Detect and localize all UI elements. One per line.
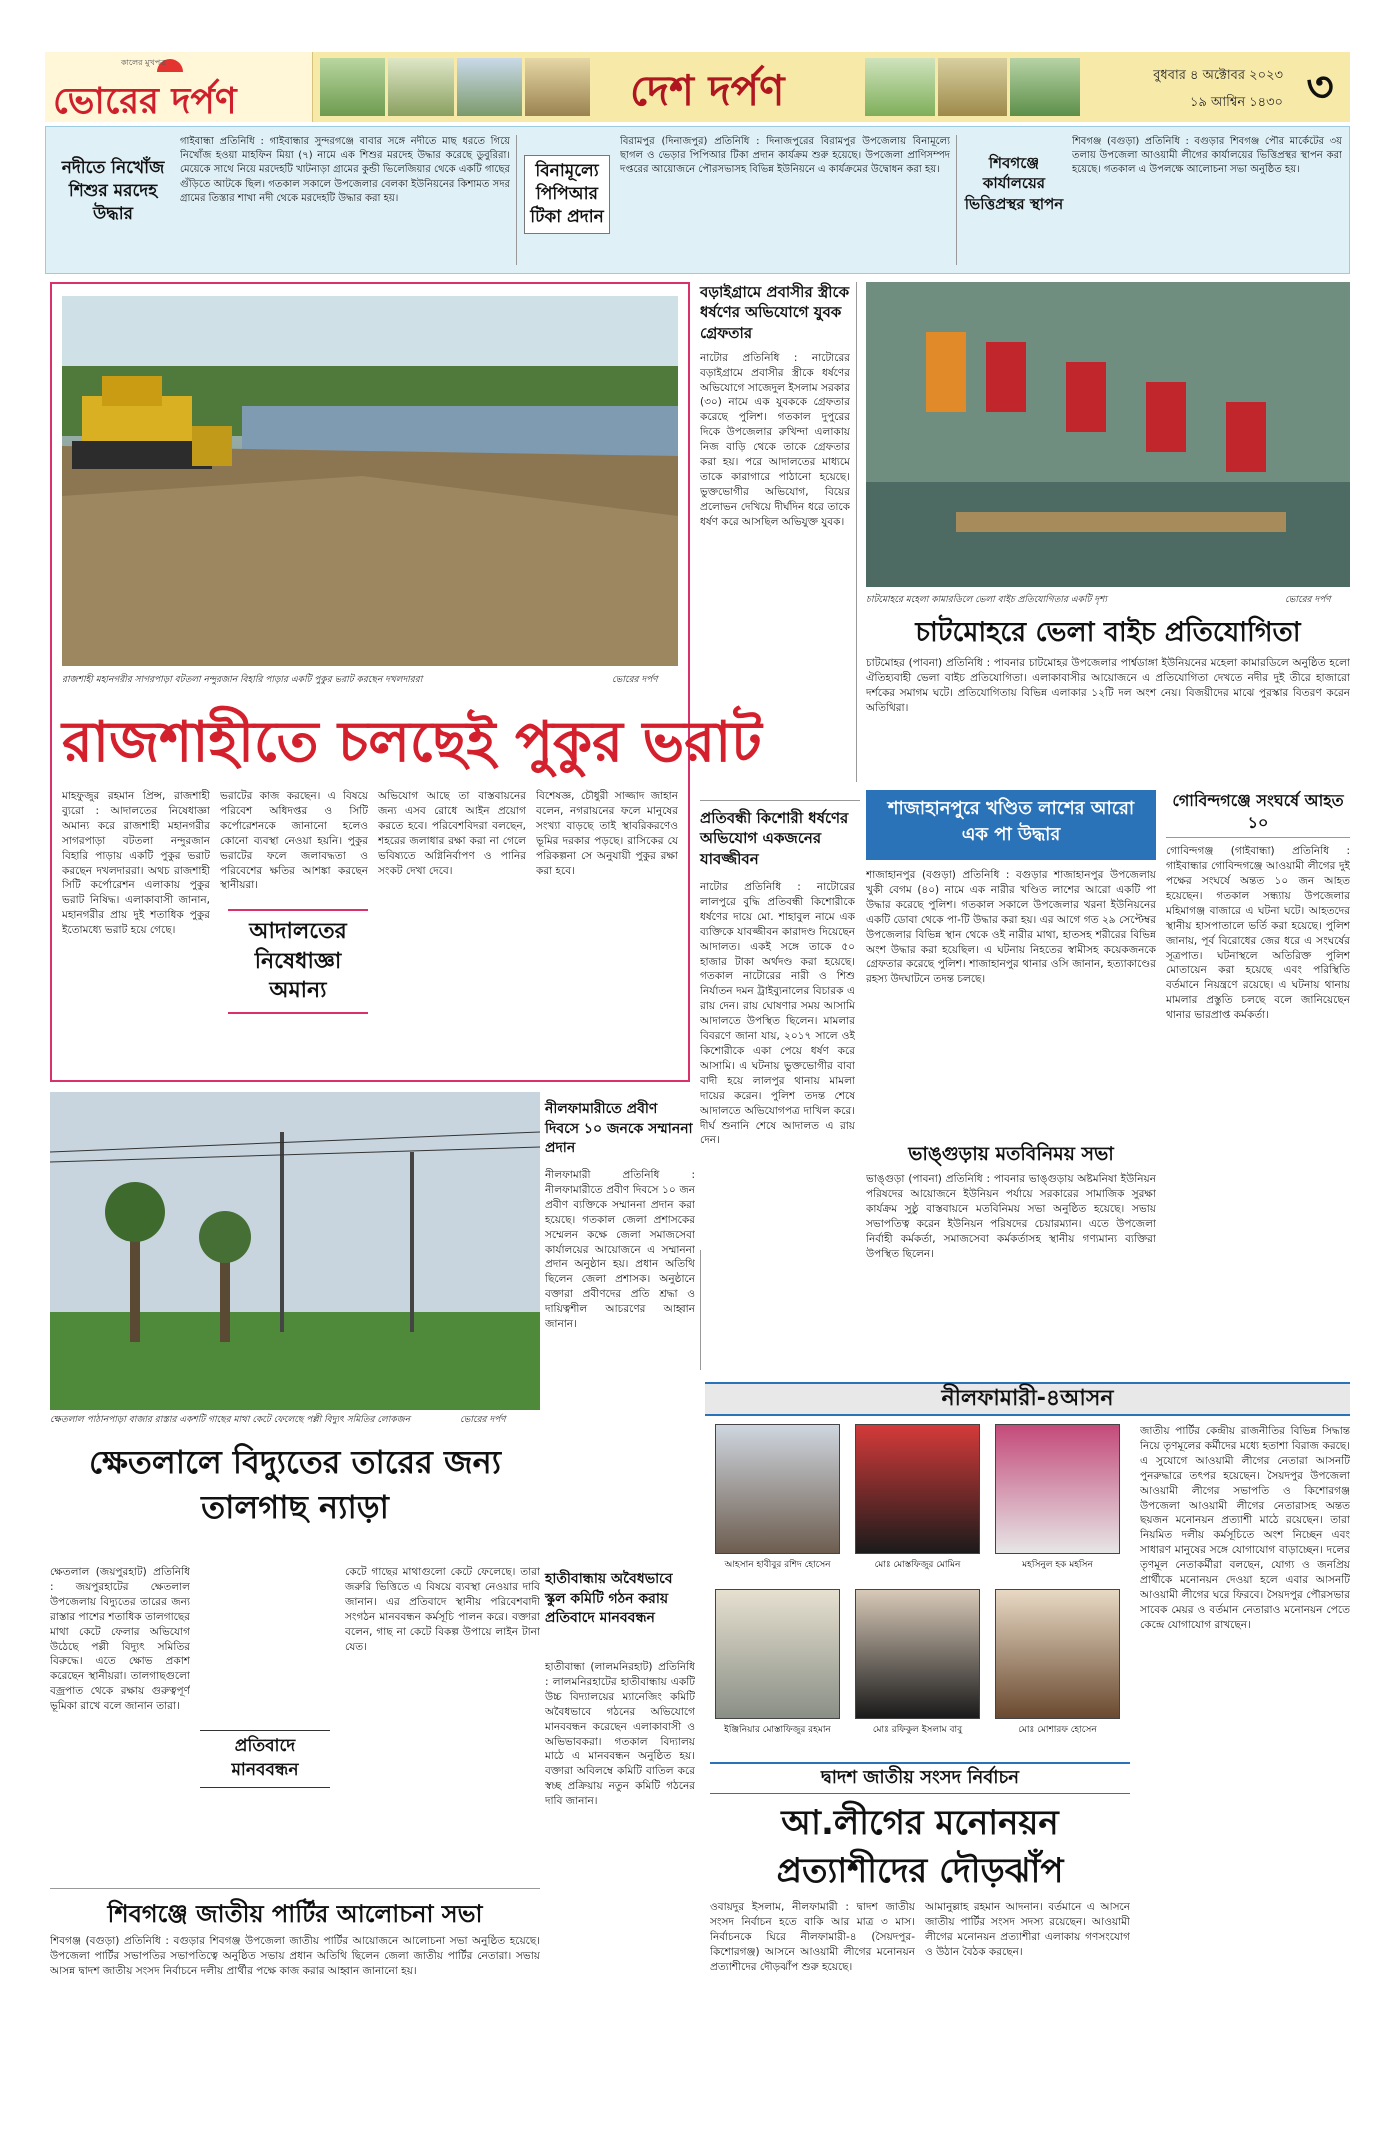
- body-found-headline: শাজাহানপুরে খণ্ডিত লাশের আরো এক পা উদ্ধার: [887, 798, 1135, 846]
- shibganj-party-text: শিবগঞ্জ (বগুড়া) প্রতিনিধি : বগুড়ার শিবগঞ্জ উপজেলা জাতীয় পার্টির আয়োজনে আলোচনা সভা অনুষ্ঠিত হয়েছে। উপজেলা পার্টির সভাপতির সভাপতিত্বে অনুষ্ঠিত সভায় প্রধান অতিথি ছিলেন জেলা জাতীয় পার্টির নেতারা। সভায় আসন্ন দ্বাদশ জাতীয় সংসদ নির্বাচনে দলীয় প্রার্থীর পক্ষে কাজ করার আহ্বান জানানো হয়।: [50, 1935, 540, 1977]
- candidate-6: [995, 1589, 1120, 1737]
- school-committee-headline: হাতীবান্ধায় অবৈধভাবে স্কুল কমিটি গঠন করায় প্রতিবাদে মানববন্ধন: [545, 1571, 673, 1627]
- body-found-banner: [866, 790, 1156, 860]
- palm-text-2: কেটে গাছের মাথাগুলো কেটে ফেলেছে। তারা জরুরি ভিত্তিতে এ বিষয়ে ব্যবস্থা নেওয়ার দাবি জানান। এর প্রতিবাদে স্থানীয় পরিবেশবাদী সংগঠন মানববন্ধন কর্মসূচি পালন করে। বক্তারা বলেন, গাছ না কেটে বিকল্প উপায়ে লাইন টানা যেত।: [345, 1566, 540, 1653]
- palm-photo-credit: ভোরের দর্পণ: [460, 1415, 506, 1425]
- candidate-6-portrait: [995, 1589, 1120, 1719]
- kishori-headline: প্রতিবন্ধী কিশোরী ধর্ষণের অভিযোগ একজনের যাবজ্জীবন: [700, 809, 849, 868]
- lead-photo-credit: ভোরের দর্পণ: [612, 675, 658, 685]
- candidate-grid: [710, 1424, 1130, 1754]
- kishori-text: নাটোর প্রতিনিধি : নাটোরের লালপুরে বুদ্ধি প্রতিবন্ধী কিশোরীকে ধর্ষণের দায়ে মো. শাহাবুল নামে এক ব্যক্তিকে যাবজ্জীবন কারাদণ্ড দিয়েছেন আদালত। একই সঙ্গে তাকে ৫০ হাজার টাকা অর্থদণ্ড করা হয়েছে। গতকাল নাটোরের নারী ও শিশু নির্যাতন দমন ট্রাইব্যুনালের বিচারক এ রায় দেন। রায় ঘোষণার সময় আসামি আদালতে উপস্থিত ছিলেন। মামলার বিবরণে জানা যায়, ২০১৭ সালে ওই কিশোরীকে একা পেয়ে ধর্ষণ করে আসামি। এ ঘটনায় ভুক্তভোগীর বাবা বাদী হয়ে লালপুর থানায় মামলা দায়ের করেন। পুলিশ তদন্ত শেষে আদালতে অভিযোগপত্র দাখিল করে। দীর্ঘ শুনানি শেষে আদালত এ রায় দেন।: [700, 881, 855, 1147]
- vanga-headline: ভাঙ্গুড়ায় মতবিনিময় সভা: [908, 1143, 1114, 1165]
- bulldozer-scene: [62, 296, 678, 666]
- candidate-5-portrait: [855, 1589, 980, 1719]
- election-banner-text: নীলফামারী-৪আসন: [941, 1386, 1114, 1411]
- palm-sub: প্রতিবাদে মানববন্ধন: [200, 1730, 330, 1788]
- candidate-4: [715, 1589, 840, 1737]
- election-banner: [705, 1382, 1350, 1416]
- date-gregorian: বুধবার ৪ অক্টোবর ২০২৩: [1153, 68, 1283, 83]
- lead-body-col2: ভরাটের কাজ করছেন। এ বিষয়ে পরিবেশ অধিদপ্তর ও সিটি কর্পোরেশনকে জানানো হলেও কোনো ব্যবস্থা নেওয়া হয়নি। পুকুর ভরাটের ফলে জলাবদ্ধতা ও পরিবেশের ক্ষতির আশঙ্কা করছেন স্থানীয়রা।: [220, 790, 368, 892]
- date-box: [1093, 60, 1283, 114]
- candidate-4-portrait: [715, 1589, 840, 1719]
- lead-subhead: আদালতের নিষেধাজ্ঞা অমান্য: [228, 909, 368, 1014]
- candidate-6-name: মোঃ মোশারফ হোসেন: [1018, 1725, 1097, 1735]
- lead-body-col1: মাহফুজুর রহমান প্রিন্স, রাজশাহী ব্যুরো : আদালতের নিষেধাজ্ঞা অমান্য করে রাজশাহী মহানগরীর সাগরপাড়া বটতলা নন্দুরজান বিহারি পাড়ায় একটি পুকুর ভরাট করছেন দখলদাররা। অথচ রাজশাহী সিটি কর্পোরেশন এলাকায় পুকুর ভরাট নিষিদ্ধ। এলাকাবাসী জানান, মহানগরীর প্রায় দুই শতাধিক পুকুর ইতোমধ্যে ভরাট হয়ে গেছে।: [62, 790, 210, 937]
- gobindaganj-story: [1166, 790, 1350, 1390]
- arrest-headline: বড়াইগ্রামে প্রবাসীর স্ত্রীকে ধর্ষণের অভিযোগে যুবক গ্রেফতার: [700, 283, 850, 342]
- gobindaganj-text: গোবিন্দগঞ্জ (গাইবান্ধা) প্রতিনিধি : গাইবান্ধার গোবিন্দগঞ্জে আওয়ামী লীগের দুই পক্ষের সংঘর্ষে অন্তত ১০ জন আহত হয়েছেন। গতকাল সন্ধ্যায় উপজেলার মহিমাগঞ্জ বাজারে এ ঘটনা ঘটে। আহতদের স্থানীয় হাসপাতালে ভর্তি করা হয়েছে। পুলিশ জানায়, পূর্ব বিরোধের জের ধরে এ সংঘর্ষের সূত্রপাত। ঘটনাস্থলে অতিরিক্ত পুলিশ মোতায়েন করা হয়েছে এবং পরিস্থিতি বর্তমানে নিয়ন্ত্রণে রয়েছে। এ ঘটনায় থানায় মামলার প্রস্তুতি চলছে বলে জানিয়েছেন থানার ভারপ্রাপ্ত কর্মকর্তা।: [1166, 845, 1350, 1022]
- shibganj-party-headline: শিবগঞ্জে জাতীয় পার্টির আলোচনা সভা: [107, 1900, 483, 1928]
- masthead-photo-strip-right: [865, 58, 1080, 116]
- candidate-3-name: মহসিনুল হক মহসিন: [1022, 1560, 1093, 1570]
- brief-1-headline: নদীতে নিখোঁজ শিশুর মরদেহ উদ্ধার: [61, 158, 165, 224]
- election-kicker-box: [710, 1762, 1130, 1794]
- boat-race-scene: [866, 282, 1350, 587]
- lead-body-col4: বিশেষজ্ঞ, চৌধুরী সাজ্জাদ জাহান বলেন, নগরায়নের ফলে মানুষের সংখ্যা বাড়ছে তাই স্থাবরিকরণেও ভূমির দরকার পড়ছে। রাসিকের যে পরিকল্পনা সে অনুযায়ী পুকুর রক্ষা করা হবে।: [536, 790, 678, 877]
- candidate-5: [855, 1589, 980, 1737]
- masthead-photo-strip-left: [320, 58, 590, 116]
- vanga-text: ভাঙ্গুড়া (পাবনা) প্রতিনিধি : পাবনার ভাঙ্গুড়ায় অষ্টমনিষা ইউনিয়ন পরিষদের আয়োজনে ইউনিয়ন পর্যায়ে সরকারের সামাজিক সুরক্ষা কার্যক্রম সুষ্ঠু বাস্তবায়নে মতবিনিময় সভা অনুষ্ঠিত হয়েছে। সভায় সভাপতিত্ব করেন ইউনিয়ন পরিষদের চেয়ারম্যান। এতে উপজেলা নির্বাহী কর্মকর্তা, সমাজসেবা কর্মকর্তাসহ স্থানীয় গণ্যমান্য ব্যক্তিরা উপস্থিত ছিলেন।: [866, 1173, 1156, 1260]
- palm-headline: ক্ষেতলালে বিদ্যুতের তারের জন্য তালগাছ ন্যাড়া: [88, 1443, 502, 1526]
- page-number: ৩: [1306, 62, 1334, 111]
- boat-photo-caption: চাটমোহরে মহেলা কামারডিলে ভেলা বাইচ প্রতিযোগিতার একটি দৃশ্য: [866, 595, 1107, 605]
- election-text-1: ওবায়দুর ইসলাম, নীলফামারী : দ্বাদশ জাতীয় সংসদ নির্বাচন হতে বাকি আর মাত্র ৩ মাস। নির্বাচনকে ঘিরে নীলফামারী-৪ (সৈয়দপুর-কিশোরগঞ্জ) আসনে আওয়ামী লীগের মনোনয়ন প্রত্যাশীদের দৌড়ঝাঁপ শুরু হয়েছে।: [710, 1901, 915, 1973]
- candidate-5-name: মোঃ রফিকুল ইসলাম বাবু: [872, 1725, 963, 1735]
- body-found-text: শাজাহানপুর (বগুড়া) প্রতিনিধি : বগুড়ার শাজাহানপুর উপজেলায় খুকী বেগম (৪০) নামে এক নারীর খণ্ডিত লাশের আরো একটি পা উদ্ধার করেছে পুলিশ। গতকাল সকালে উপজেলার খরনা ইউনিয়নের একটি ডোবা থেকে পা-টি উদ্ধার করা হয়। এর আগে গত ২৯ সেপ্টেম্বর উপজেলার বিভিন্ন স্থান থেকে ওই নারীর মাথা, হাতসহ শরীরের বিভিন্ন অংশ উদ্ধার করা হয়েছিল। এ ঘটনায় নিহতের স্বামীসহ কয়েকজনকে গ্রেফতার করেছে পুলিশ। শাজাহানপুর থানার ওসি জানান, হত্যাকাণ্ডের রহস্য উদঘাটনে তদন্ত চলছে।: [866, 869, 1156, 986]
- lead-photo: [62, 296, 678, 666]
- lead-body-col3: অভিযোগ আছে তা বাস্তবায়নের জন্য এসব রোধে আইন প্রয়োগ করতে হবে। পরিবেশবিদরা বলছেন, শহরের জলাধার রক্ষা করা না গেলে ভবিষ্যতে অগ্নিনির্বাপণ ও পানির সংকট দেখা দেবে।: [378, 790, 526, 877]
- gobindaganj-headline: গোবিন্দগঞ্জে সংঘর্ষে আহত ১০: [1166, 790, 1350, 838]
- date-bengali: ১৯ আশ্বিন ১৪৩০: [1190, 95, 1283, 110]
- boat-headline: চাটমোহরে ভেলা বাইচ প্রতিযোগিতা: [915, 617, 1301, 648]
- election-text-2: আমানুল্লাহ রহমান আদনান। বর্তমানে এ আসনে জাতীয় পার্টির সংসদ সদস্য রয়েছেন। আওয়ামী লীগের মনোনয়ন প্রত্যাশীরা এলাকায় গণসংযোগ ও উঠান বৈঠক করছেন।: [925, 1901, 1130, 1958]
- brief-3-text: শিবগঞ্জ (বগুড়া) প্রতিনিধি : বগুড়ার শিবগঞ্জ পৌর মার্কেটের ৩য় তলায় উপজেলা আওয়ামী লীগের কার্যালয়ের ভিত্তিপ্রস্থর স্থাপন করা হয়েছে। গতকাল এ উপলক্ষে আলোচনা সভা অনুষ্ঠিত হয়।: [1072, 136, 1342, 176]
- brief-1-text: গাইবান্ধা প্রতিনিধি : গাইবান্ধার সুন্দরগঞ্জে বাবার সঙ্গে নদীতে মাছ ধরতে গিয়ে নিখোঁজ হওয়া মাহফিন মিয়া (৭) নামে এক শিশুর মরদেহ উদ্ধার করেছে ডুবুরিরা। মেয়েকে সাথে নিয়ে মরদেহটি খাটনাড়া গ্রামের কুন্ডী ভিলেজিয়ার থেকে একটি গাছের গুঁড়িতে আটকে ছিল। গতকাল সকালে উপজেলার বেলকা ইউনিয়নের কিশামত সদর গ্রামের তিস্তার শাখা নদী থেকে মরদেহটি উদ্ধার করা হয়।: [180, 136, 510, 204]
- lead-photo-caption: রাজশাহী মহানগরীর সাগরপাড়া বটতলা নন্দুরজান বিহারি পাড়ার একটি পুকুর ভরাট করছেন দখলদাররা: [62, 675, 423, 685]
- candidate-2-name: মোঃ মোস্তফিজুর মোমিন: [874, 1560, 961, 1570]
- masthead: [45, 52, 1350, 122]
- brief-3-headline: শিবগঞ্জে কার্যালয়ের ভিত্তিপ্রস্থর স্থাপন: [964, 154, 1064, 213]
- paper-name: ভোরের দর্পণ: [53, 81, 237, 122]
- section-title: দেশ দর্পণ: [630, 66, 785, 115]
- candidate-3-portrait: [995, 1424, 1120, 1554]
- boat-photo: [866, 282, 1350, 587]
- election-kicker: দ্বাদশ জাতীয় সংসদ নির্বাচন: [821, 1767, 1019, 1788]
- candidate-1: [715, 1424, 840, 1572]
- boat-photo-credit: ভোরের দর্পণ: [1285, 595, 1331, 605]
- lead-story-box: [50, 282, 762, 1082]
- lead-headline: রাজশাহীতে চলছেই পুকুর ভরাট: [62, 710, 762, 775]
- candidate-4-name: ইঞ্জিনিয়ার মোস্তাফিজুর রহমান: [724, 1725, 831, 1735]
- candidate-1-portrait: [715, 1424, 840, 1554]
- palm-scene: [50, 1092, 540, 1410]
- palm-text-1: ক্ষেতলাল (জয়পুরহাট) প্রতিনিধি : জয়পুরহাটের ক্ষেতলাল উপজেলায় বিদ্যুতের তারের জন্য রাস্তার পাশের শতাধিক তালগাছের মাথা কেটে ফেলার অভিযোগ উঠেছে পল্লী বিদ্যুৎ সমিতির বিরুদ্ধে। এতে ক্ষোভ প্রকাশ করেছেন স্থানীয়রা। তালগাছগুলো বজ্রপাত থেকে রক্ষায় গুরুত্বপূর্ণ ভূমিকা রাখে বলে জানান তারা।: [50, 1566, 190, 1713]
- election-headline: আ.লীগের মনোনয়ন প্রত্যাশীদের দৌড়ঝাঁপ: [776, 1803, 1064, 1891]
- logo-tagline: কালের মুখপত্র: [121, 58, 167, 67]
- candidate-2-portrait: [855, 1424, 980, 1554]
- boat-text: চাটমোহর (পাবনা) প্রতিনিধি : পাবনার চাটমোহর উপজেলার পার্শ্বডাঙ্গা ইউনিয়নের মহেলা কামারডিলে অনুষ্ঠিত হলো ঐতিহ্যবাহী ভেলা বাইচ প্রতিযোগিতা। এলাকাবাসীর আয়োজনে এ প্রতিযোগিতা দেখতে নদীর দুই তীরে হাজারো দর্শকের সমাগম ঘটে। প্রতিযোগিতায় বিভিন্ন এলাকার ১২টি দল অংশ নেয়। বিজয়ীদের মাঝে পুরস্কার বিতরণ করেন অতিথিরা।: [866, 657, 1350, 714]
- arrest-text: নাটোর প্রতিনিধি : নাটোরের বড়াইগ্রামে প্রবাসীর স্ত্রীকে ধর্ষণের অভিযোগে সাজেদুল ইসলাম সরকার (৩০) নামে এক যুবককে গ্রেফতার করেছে পুলিশ। গতকাল দুপুরের দিকে উপজেলার রুখিন্দা এলাকায় নিজ বাড়ি থেকে তাকে গ্রেফতার করা হয়। পরে আদালতের মাধ্যমে তাকে কারাগারে পাঠানো হয়েছে। ভুক্তভোগীর অভিযোগ, বিয়ের প্রলোভন দেখিয়ে দীর্ঘদিন ধরে তাকে ধর্ষণ করে আসছিল অভিযুক্ত যুবক।: [700, 351, 850, 528]
- candidate-3: [995, 1424, 1120, 1572]
- brief-2-text: বিরামপুর (দিনাজপুর) প্রতিনিধি : দিনাজপুরের বিরামপুর উপজেলায় বিনামূল্যে ছাগল ও ভেড়ার পিপিআর টিকা প্রদান কার্যক্রম শুরু হয়েছে। উপজেলা প্রাণিসম্পদ দপ্তরের আয়োজনে পৌরসভাসহ বিভিন্ন ইউনিয়নে এ কার্যক্রমের উদ্বোধন করা হয়।: [620, 136, 950, 176]
- briefs-strip: [45, 126, 1350, 274]
- brief-2-headline: বিনামূল্যে পিপিআর টিকা প্রদান: [524, 155, 610, 234]
- arrest-story: [700, 282, 850, 792]
- school-committee-text: হাতীবান্ধা (লালমনিরহাট) প্রতিনিধি : লালমনিরহাটের হাতীবান্ধায় একটি উচ্চ বিদ্যালয়ের ম্যানেজিং কমিটি অবৈধভাবে গঠনের অভিযোগে মানববন্ধন করেছেন এলাকাবাসী ও অভিভাবকরা। গতকাল বিদ্যালয় মাঠে এ মানববন্ধন অনুষ্ঠিত হয়। বক্তারা অবিলম্বে কমিটি বাতিল করে স্বচ্ছ প্রক্রিয়ায় নতুন কমিটি গঠনের দাবি জানান।: [545, 1661, 695, 1808]
- paper-logo: [45, 52, 313, 122]
- candidate-2: [855, 1424, 980, 1572]
- election-text-right: জাতীয় পার্টির কেন্দ্রীয় রাজনীতির বিভিন্ন সিদ্ধান্ত নিয়ে তৃণমূলের কর্মীদের মধ্যে হতাশা বিরাজ করছে। এ সুযোগে আওয়ামী লীগের নেতারা আসনটি পুনরুদ্ধারে তৎপর হয়েছেন। সৈয়দপুর উপজেলা আওয়ামী লীগের সভাপতি ও কিশোরগঞ্জ উপজেলা আওয়ামী লীগের নেতারাসহ অন্তত ছয়জন মনোনয়ন প্রত্যাশী মাঠে রয়েছেন। তারা নিয়মিত দলীয় কর্মসূচিতে অংশ নিচ্ছেন এবং সাধারণ মানুষের সঙ্গে যোগাযোগ বাড়াচ্ছেন। দলের তৃণমূল নেতাকর্মীরা বলছেন, যোগ্য ও জনপ্রিয় প্রার্থীকে মনোনয়ন দেওয়া হলে এবার আসনটি আওয়ামী লীগের ঘরে ফিরবে। সৈয়দপুর পৌরসভার সাবেক মেয়র ও বর্তমান নেতারাও মনোনয়ন পেতে কেন্দ্রে যোগাযোগ রাখছেন।: [1140, 1425, 1350, 1631]
- nilphamari-award-text: নীলফামারী প্রতিনিধি : নীলফামারীতে প্রবীণ দিবসে ১০ জন প্রবীণ ব্যক্তিকে সম্মাননা প্রদান করা হয়েছে। গতকাল জেলা প্রশাসকের সম্মেলন কক্ষে জেলা সমাজসেবা কার্যালয়ের আয়োজনে এ সম্মাননা প্রদান অনুষ্ঠান হয়। প্রধান অতিথি ছিলেন জেলা প্রশাসক। অনুষ্ঠানে বক্তারা প্রবীণদের প্রতি শ্রদ্ধা ও দায়িত্বশীল আচরণের আহ্বান জানান।: [545, 1169, 695, 1331]
- palm-photo-caption: ক্ষেতলাল পাঠানপাড়া বাজার রাস্তার একশটি গাছের মাথা কেটে ফেলেছে পল্লী বিদ্যুৎ সমিতির লোকজন: [50, 1415, 411, 1425]
- nilphamari-award-headline: নীলফামারীতে প্রবীণ দিবসে ১০ জনকে সম্মাননা প্রদান: [545, 1101, 693, 1157]
- palm-photo: [50, 1092, 540, 1410]
- candidate-1-name: আহসান হাবীবুর রশিদ হোসেন: [724, 1560, 831, 1570]
